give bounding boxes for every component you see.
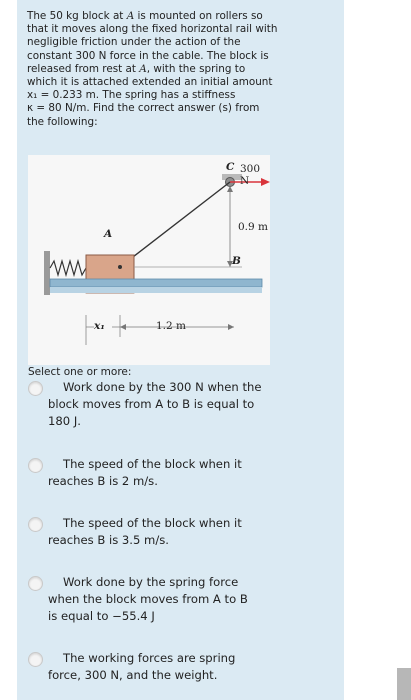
wall [44,251,50,295]
rail [50,279,262,287]
select-label: Select one or more: [28,366,132,378]
rail-base [50,287,262,293]
option-1-radio[interactable] [28,381,43,396]
option-5-radio[interactable] [28,652,43,667]
cable [120,182,230,267]
scrollbar-corner[interactable] [397,668,411,700]
option-3-radio[interactable] [28,517,43,532]
option-2-radio[interactable] [28,458,43,473]
label-b: B [232,255,241,267]
label-distance: 1.2 m [156,320,186,332]
option-4-radio[interactable] [28,576,43,591]
label-height: 0.9 m [238,221,268,233]
mechanics-figure [28,155,270,365]
spring [50,261,86,275]
label-a: A [104,228,113,240]
label-c: C [226,161,235,173]
question-text: The 50 kg block at A is mounted on rollers so that it moves along the fixed horizontal rail with negligible friction under the action of the constant 300 N force in the cable. The block is released from rest at A, with the spring to which it is attached extended an initial amount x₁ = 0.233 m. The spring has a stiffness κ = 80 N/m. Find the correct answer (s) from the following: [27,10,278,128]
label-force: 300 N [240,163,261,187]
label-x1: x₁ [94,320,105,332]
